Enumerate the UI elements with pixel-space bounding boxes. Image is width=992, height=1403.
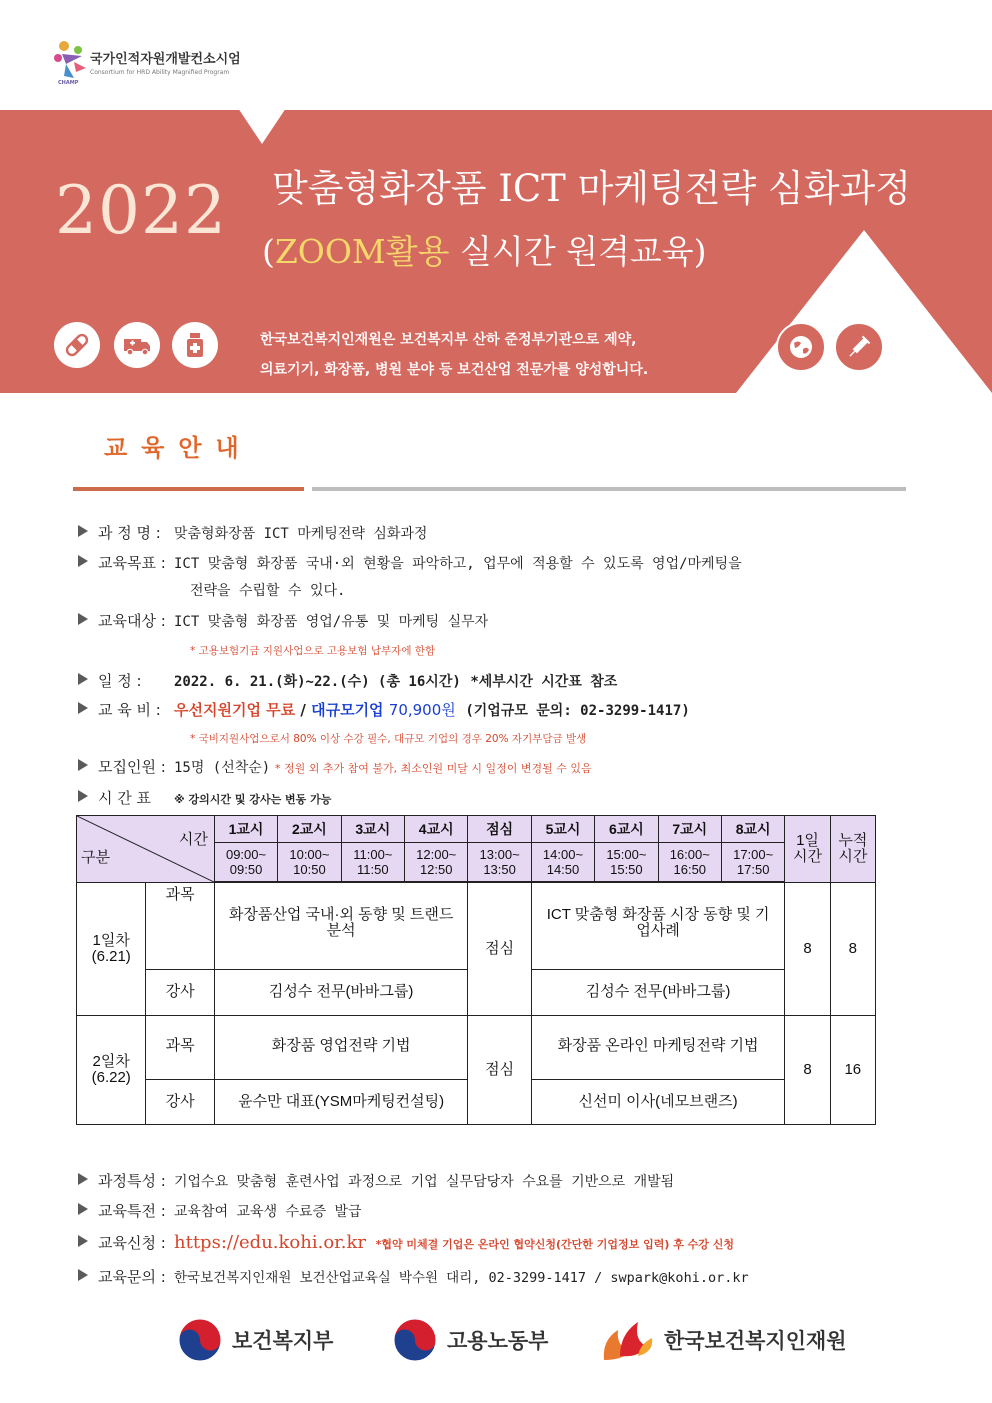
time-end: 14:50 (546, 862, 580, 877)
day1-am-subject: 화장품산업 국내·외 동향 및 트랜드 분석 (214, 882, 468, 969)
capacity-note: * 정원 외 추가 참여 불가, 최소인원 미달 시 일정이 변경될 수 있음 (275, 762, 592, 775)
cumulative-l2: 시간 (838, 847, 868, 865)
mohw-name: 보건복지부 (232, 1329, 334, 1353)
period-7: 7교시 (658, 816, 721, 843)
corner-cell (77, 816, 215, 883)
period-header-row (77, 816, 876, 843)
benefit-label: 교육특전 : (98, 1202, 166, 1220)
day2-pm-subject: 화장품 온라인 마케팅전략 기법 (531, 1015, 785, 1079)
subtitle-open-paren: ( (262, 232, 275, 271)
schedule-note: ※ 강의시간 및 강사는 변동 가능 (174, 793, 332, 806)
day1-lunch: 점심 (468, 882, 531, 1015)
day2-am-subject: 화장품 영업전략 기법 (214, 1015, 468, 1079)
champ-label: CHAMP (58, 80, 79, 86)
kohi-flame-icon (600, 1316, 656, 1364)
time-end: 09:50 (229, 862, 263, 877)
capacity-label: 모집인원 : (98, 758, 166, 776)
day1-pm-instructor: 김성수 전무(바바그룹) (531, 969, 785, 1015)
org-subtitle: Consortium for HRD Ability Magnified Program (90, 69, 230, 76)
course-label: 과 정 명 : (98, 524, 161, 542)
time-end: 17:50 (736, 862, 770, 877)
arrow-icon (78, 555, 88, 567)
period-6: 6교시 (595, 816, 658, 843)
day2-lunch: 점심 (468, 1015, 531, 1124)
time-start: 14:00~ (542, 847, 584, 862)
period-4: 4교시 (405, 816, 468, 843)
fee-note: * 국비지원사업으로서 80% 이상 수강 필수, 대규모 기업의 경우 20% 자기부담금 발생 (190, 733, 587, 745)
period-2: 2교시 (278, 816, 341, 843)
time-2 (278, 843, 341, 883)
date-extra: *세부시간 시간표 참조 (470, 674, 618, 690)
bandage-icon (54, 322, 100, 368)
day1-am-instructor: 김성수 전무(바바그룹) (214, 969, 468, 1015)
consortium-logo (52, 36, 272, 92)
day2-label (77, 1015, 146, 1124)
info-feature (78, 1170, 674, 1191)
apply-url-link[interactable]: https://edu.kohi.or.kr (174, 1232, 367, 1253)
subtitle-zoom: ZOOM활용 (274, 232, 450, 271)
time-8 (721, 843, 784, 883)
day1-cumulative: 8 (830, 882, 875, 1015)
day1-label (77, 882, 146, 1015)
banner-year: 2022 (55, 172, 227, 249)
syringe-icon (834, 322, 884, 372)
champ-logo-icon (52, 38, 88, 80)
course-title: 맞춤형화장품 ICT 마케팅전략 심화과정 (272, 167, 912, 210)
goal-label: 교육목표 : (98, 554, 166, 572)
moel-name: 고용노동부 (447, 1329, 549, 1353)
corner-division-label: 구분 (81, 848, 110, 866)
day2-subject-row (77, 1015, 876, 1079)
arrow-icon (78, 1173, 88, 1185)
target-label: 교육대상 : (98, 612, 166, 630)
arrow-icon (78, 759, 88, 771)
period-1: 1교시 (214, 816, 277, 843)
period-lunch: 점심 (468, 816, 531, 843)
goal-line-1: ICT 맞춤형 화장품 국내·외 현황을 파악하고, 업무에 적용할 수 있도록 영업/마케팅을 (174, 556, 742, 572)
day2-subject-label: 과목 (146, 1015, 214, 1079)
kohi-name: 한국보건복지인재원 (664, 1329, 847, 1353)
info-course (78, 522, 427, 543)
day2-name: 2일차 (92, 1052, 130, 1070)
fee-inquiry: (기업규모 문의: 02-3299-1417) (465, 703, 690, 719)
time-end: 12:50 (419, 862, 453, 877)
period-5: 5교시 (531, 816, 594, 843)
fee-large-value: 70,900원 (388, 701, 456, 719)
info-fee (78, 699, 690, 720)
day2-am-instructor: 윤수만 대표(YSM마케팅컨설팅) (214, 1079, 468, 1124)
feature-label: 과정특성 : (98, 1172, 166, 1190)
feature-value: 기업수요 맞춤형 훈련사업 과정으로 기업 실무담당자 수요를 기반으로 개발됨 (174, 1174, 675, 1190)
info-contact (78, 1266, 749, 1287)
arrow-icon (78, 790, 88, 802)
info-apply (78, 1232, 734, 1253)
target-value: ICT 맞춤형 화장품 영업/유통 및 마케팅 실무자 (174, 614, 489, 630)
time-start: 12:00~ (416, 847, 457, 862)
time-start: 13:00~ (479, 847, 520, 862)
day2-date: (6.22) (91, 1068, 131, 1086)
time-3 (341, 843, 404, 883)
period-8: 8교시 (721, 816, 784, 843)
day2-pm-instructor: 신선미 이사(네모브랜즈) (531, 1079, 785, 1124)
subtitle-rest: 실시간 원격교육) (449, 232, 707, 271)
time-start: 16:00~ (669, 847, 710, 862)
day1-instructor-label: 강사 (146, 969, 214, 1015)
goal-line-2: 전략을 수립할 수 있다. (190, 583, 346, 599)
arrow-icon (78, 1235, 88, 1247)
info-goal (78, 552, 742, 573)
time-1 (214, 843, 277, 883)
fee-label: 교 육 비 : (98, 701, 161, 719)
info-target (78, 610, 488, 631)
contact-value: 한국보건복지인재원 보건산업교육실 박수원 대리, 02-3299-1417 / swpark@kohi.or.kr (174, 1270, 749, 1286)
apply-note: *협약 미체결 기업은 온라인 협약신청(간단한 기업정보 입력) 후 수강 신청 (375, 1238, 734, 1251)
daily-hours-l2: 시간 (793, 847, 822, 865)
arrow-icon (78, 1203, 88, 1215)
time-end: 11:50 (357, 862, 389, 877)
time-start: 17:00~ (733, 847, 774, 862)
arrow-icon (78, 702, 88, 714)
corner-time-label: 시간 (178, 831, 208, 848)
time-7 (658, 843, 721, 883)
arrow-icon (78, 525, 88, 537)
time-start: 15:00~ (606, 847, 647, 862)
course-subtitle (262, 226, 706, 273)
time-4 (405, 843, 468, 883)
day2-instructor-label: 강사 (146, 1079, 214, 1124)
course-value: 맞춤형화장품 ICT 마케팅전략 심화과정 (174, 526, 428, 542)
fee-separator: / (295, 701, 312, 719)
section-rule (312, 487, 906, 491)
info-benefit (78, 1200, 362, 1221)
time-start: 10:00~ (289, 847, 330, 862)
day1-subject-row (77, 882, 876, 969)
footer-logo-moel (393, 1318, 548, 1362)
time-6 (595, 843, 658, 883)
schedule-label: 시 간 표 (98, 789, 152, 807)
section-title: 교육안내 (104, 434, 253, 462)
org-name: 국가인적자원개발컨소시엄 (90, 52, 241, 67)
day2-hours: 8 (785, 1015, 830, 1124)
day1-hours: 8 (785, 882, 830, 1015)
footer-logo-mohw (178, 1318, 333, 1362)
info-capacity (78, 756, 592, 777)
banner-notch (238, 108, 286, 144)
info-schedule (78, 787, 331, 808)
period-3: 3교시 (341, 816, 404, 843)
taegeuk-icon (393, 1318, 437, 1362)
banner-description (260, 325, 648, 385)
daily-hours-l1: 1일 (796, 831, 819, 849)
taegeuk-icon (178, 1318, 222, 1362)
fee-large-label: 대규모기업 (311, 701, 389, 719)
arrow-icon (78, 1269, 88, 1281)
time-end: 10:50 (293, 862, 326, 877)
ambulance-icon (114, 322, 160, 368)
time-lunch (468, 843, 531, 883)
time-5 (531, 843, 594, 883)
date-value: 2022. 6. 21.(화)~22.(수) (총 16시간) (174, 674, 461, 690)
arrow-icon (78, 673, 88, 685)
date-label: 일 정 : (98, 672, 142, 690)
day1-date: (6.21) (91, 947, 131, 965)
schedule-table (76, 815, 876, 1125)
desc-line-1: 한국보건복지인재원은 보건복지부 산하 준정부기관으로 제약, (260, 332, 637, 348)
time-start: 11:00~ (353, 847, 393, 862)
fee-priority: 우선지원기업 무료 (174, 701, 296, 719)
time-end: 16:50 (673, 862, 707, 877)
time-end: 13:50 (483, 862, 516, 877)
arrow-icon (78, 613, 88, 625)
day2-cumulative: 16 (830, 1015, 875, 1124)
day1-name: 1일차 (92, 931, 130, 949)
contact-label: 교육문의 : (98, 1268, 166, 1286)
section-rule-accent (73, 487, 304, 491)
info-date (78, 670, 617, 691)
daily-hours-header (785, 816, 830, 883)
time-start: 09:00~ (225, 847, 267, 862)
globe-icon (776, 322, 826, 372)
footer-logo-kohi (600, 1316, 847, 1364)
apply-label: 교육신청 : (98, 1234, 166, 1252)
time-end: 15:50 (610, 862, 643, 877)
cumulative-hours-header (830, 816, 875, 883)
capacity-value: 15명 (선착순) (174, 760, 271, 776)
medicine-bottle-icon (172, 322, 218, 368)
day1-subject-label: 과목 (146, 882, 214, 969)
day1-pm-subject: ICT 맞춤형 화장품 시장 동향 및 기업사례 (531, 882, 785, 969)
desc-line-2: 의료기기, 화장품, 병원 분야 등 보건산업 전문가를 양성합니다. (260, 362, 649, 378)
target-note: * 고용보험기금 지원사업으로 고용보험 납부자에 한함 (190, 645, 436, 657)
cumulative-l1: 누적 (838, 831, 868, 849)
benefit-value: 교육참여 교육생 수료증 발급 (174, 1204, 362, 1220)
